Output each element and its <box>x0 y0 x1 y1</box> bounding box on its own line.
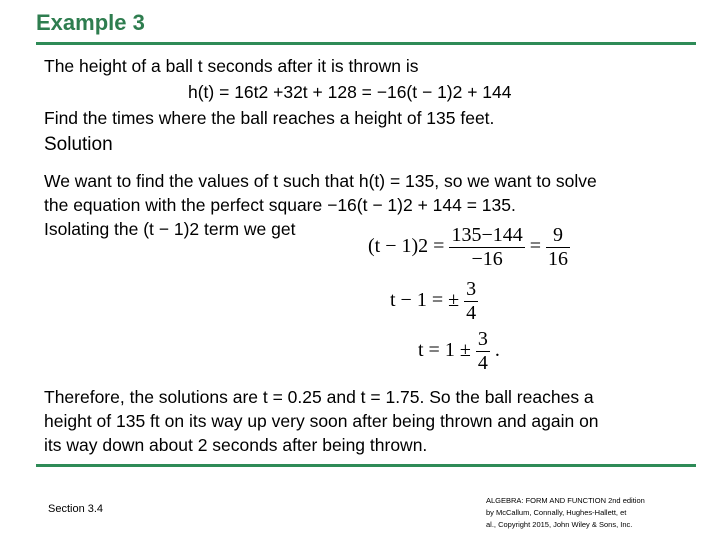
step1-result-denominator: 16 <box>548 248 568 270</box>
footer-credit-line-3: al., Copyright 2015, John Wiley & Sons, Inc. <box>486 520 633 529</box>
math-step-3 <box>418 328 500 375</box>
step1-equals: = <box>529 235 541 258</box>
solution-line-3: Isolating the (t − 1)2 term we get <box>44 219 296 239</box>
footer-credit-line-2: by McCallum, Connally, Hughes-Hallett, et <box>486 508 627 517</box>
conclusion-line-3: its way down about 2 seconds after being thrown. <box>44 435 428 455</box>
step1-numerator: 135−144 <box>451 224 523 246</box>
top-divider <box>36 42 696 45</box>
step3-denominator: 4 <box>477 352 488 374</box>
conclusion-line-1: Therefore, the solutions are t = 0.25 and t = 1.75. So the ball reaches a <box>44 387 594 407</box>
step3-numerator: 3 <box>477 328 488 350</box>
footer-credit <box>486 495 686 531</box>
step1-fraction <box>449 224 524 271</box>
problem-line-3: Find the times where the ball reaches a height of 135 feet. <box>44 108 495 128</box>
math-step-2 <box>390 278 478 325</box>
step2-denominator: 4 <box>466 302 477 324</box>
problem-line-1: The height of a ball t seconds after it is thrown is <box>44 56 419 76</box>
step2-numerator: 3 <box>466 278 477 300</box>
solution-heading: Solution <box>44 134 113 155</box>
problem-equation: h(t) = 16t2 +32t + 128 = −16(t − 1)2 + 144 <box>188 82 512 102</box>
solution-line-1: We want to find the values of t such that h(t) = 135, so we want to solve <box>44 171 597 191</box>
footer-section: Section 3.4 <box>48 503 104 515</box>
step2-fraction <box>464 278 478 325</box>
footer-credit-line-1: ALGEBRA: FORM AND FUNCTION 2nd edition <box>486 496 645 505</box>
step2-lhs: t − 1 = ± <box>390 289 460 312</box>
bottom-divider <box>36 464 696 467</box>
step1-result-numerator: 9 <box>546 224 570 248</box>
step1-lhs: (t − 1)2 = <box>368 235 445 258</box>
solution-line-2: the equation with the perfect square −16(t − 1)2 + 144 = 135. <box>44 195 516 215</box>
step3-period: . <box>494 339 500 362</box>
step1-denominator: −16 <box>471 248 503 270</box>
conclusion-line-2: height of 135 ft on its way up very soon after being thrown and again on <box>44 411 599 431</box>
math-step-1 <box>368 224 570 271</box>
step1-result-fraction <box>546 224 570 271</box>
step3-fraction <box>476 328 490 375</box>
slide-title: Example 3 <box>36 10 145 35</box>
step3-lhs: t = 1 ± <box>418 339 471 362</box>
